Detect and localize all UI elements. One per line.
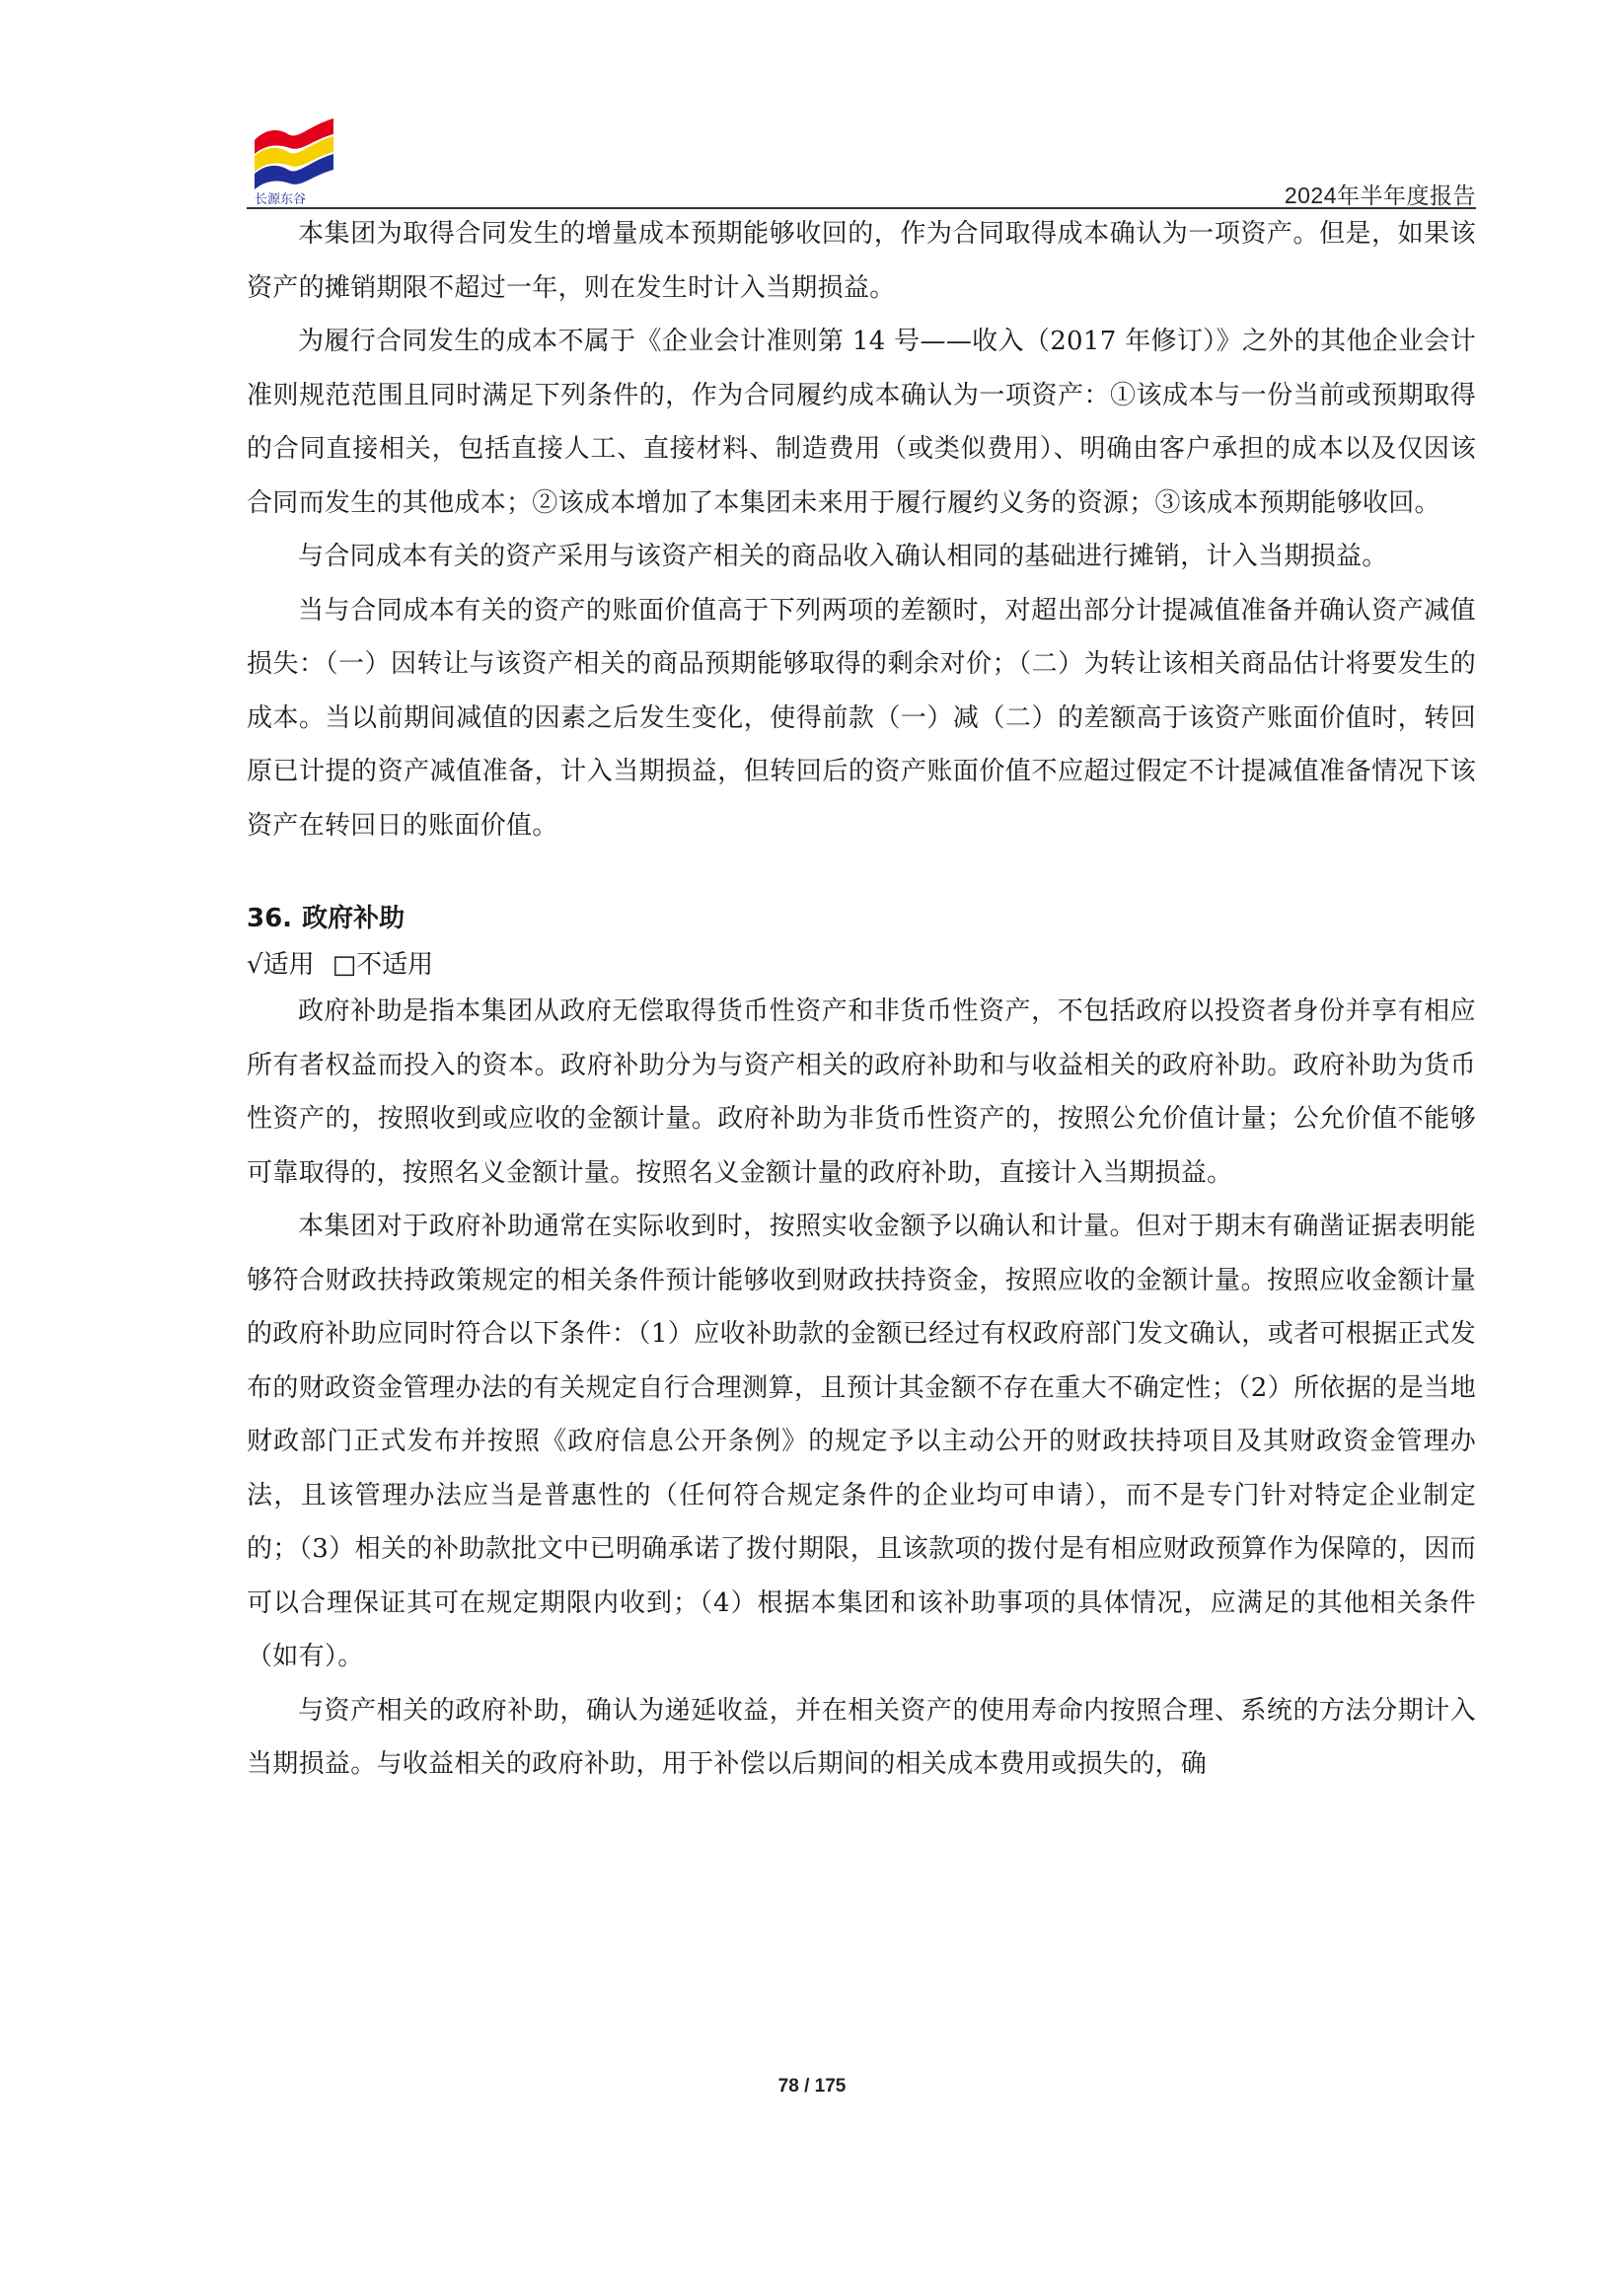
page-number: 78 / 175: [777, 2076, 847, 2097]
paragraph-impairment: 当与合同成本有关的资产的账面价值高于下列两项的差额时，对超出部分计提减值准备并确认资产减值损失：（一）因转让与该资产相关的商品预期能够取得的剩余对价；（二）为转让该相关商品估计将要发生的成本。当以前期间减值的因素之后发生变化，使得前款（一）减（二）的差额高于该资产账面价值时，转回原已计提的资产减值准备，计入当期损益，但转回后的资产账面价值不应超过假定不计提减值准备情况下该资产在转回日的账面价值。: [247, 595, 1476, 841]
logo-mark-icon: [253, 116, 335, 205]
section-spacer: [247, 852, 1476, 892]
paragraph-grant-recognition: 本集团对于政府补助通常在实际收到时，按照实收金额予以确认和计量。但对于期末有确凿证据表明能够符合财政扶持政策规定的相关条件预计能够收到财政扶持资金，按照应收的金额计量。按照应收金额计量的政府补助应同时符合以下条件：（1）应收补助款的金额已经过有权政府部门发文确认，或者可根据正式发布的财政资金管理办法的有关规定自行合理测算，且预计其金额不存在重大不确定性；（2）所依据的是当地财政部门正式发布并按照《政府信息公开条例》的规定予以主动公开的财政扶持项目及其财政资金管理办法，且该管理办法应当是普惠性的（任何符合规定条件的企业均可申请），而不是专门针对特定企业制定的；（3）相关的补助款批文中已明确承诺了拨付期限，且该款项的拨付是有相应财政预算作为保障的，因而可以合理保证其可在规定期限内收到；（4）根据本集团和该补助事项的具体情况，应满足的其他相关条件（如有）。: [247, 1212, 1476, 1671]
section-heading: [247, 892, 1476, 945]
company-logo: [253, 116, 335, 205]
page-header: [247, 116, 1476, 211]
paragraph-contract-acquisition-cost: 本集团为取得合同发生的增量成本预期能够收回的，作为合同取得成本确认为一项资产。但是，如果该资产的摊销期限不超过一年，则在发生时计入当期损益。: [247, 219, 1476, 303]
paragraph-amortization: 与合同成本有关的资产采用与该资产相关的商品收入确认相同的基础进行摊销，计入当期损益。: [298, 542, 1388, 571]
report-title: 2024年半年度报告: [1284, 183, 1476, 208]
logo-text: 长源东谷: [255, 192, 307, 205]
section-number: 36.: [247, 904, 293, 933]
paragraph-grant-definition: 政府补助是指本集团从政府无偿取得货币性资产和非货币性资产，不包括政府以投资者身份并享有相应所有者权益而投入的资本。政府补助分为与资产相关的政府补助和与收益相关的政府补助。政府补助为货币性资产的，按照收到或应收的金额计量。政府补助为非货币性资产的，按照公允价值计量；公允价值不能够可靠取得的，按照名义金额计量。按照名义金额计量的政府补助，直接计入当期损益。: [247, 996, 1476, 1188]
option-applicable-checkbox: √适用: [247, 950, 315, 980]
applicability-options: [247, 945, 1476, 985]
option-not-applicable-checkbox: □不适用: [332, 950, 434, 980]
paragraph-contract-fulfillment-cost: 为履行合同发生的成本不属于《企业会计准则第 14 号——收入（2017 年修订）》之外的其他企业会计准则规范范围且同时满足下列条件的，作为合同履约成本确认为一项资产：①该成本与一份当前或预期取得的合同直接相关，包括直接人工、直接材料、制造费用（或类似费用）、明确由客户承担的成本以及仅因该合同而发生的其他成本；②该成本增加了本集团未来用于履行履约义务的资源；③该成本预期能够收回。: [247, 327, 1476, 518]
page-content: [247, 207, 1476, 1792]
section-title: 政府补助: [302, 904, 406, 933]
paragraph-asset-related-grant: 与资产相关的政府补助，确认为递延收益，并在相关资产的使用寿命内按照合理、系统的方法分期计入当期损益。与收益相关的政府补助，用于补偿以后期间的相关成本费用或损失的，确: [247, 1695, 1476, 1779]
